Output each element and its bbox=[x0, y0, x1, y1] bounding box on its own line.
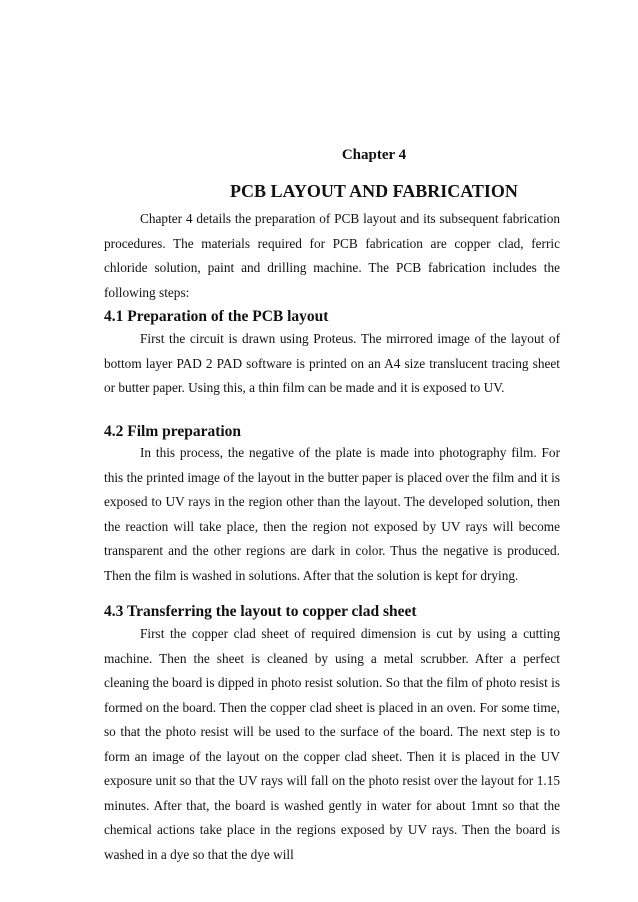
section-text-4-2: In this process, the negative of the plate is made into photography film. For this the printed image of the layout in the butter paper is placed over the film and it is exposed to UV rays in the region other than the layout. The developed solution, then the reaction will take place, then the region not exposed by UV rays will become transparent and the other regions are dark in color. Thus the negative is produced. Then the film is washed in solutions. After that the solution is kept for drying. bbox=[104, 445, 560, 583]
section-text-4-3: First the copper clad sheet of required dimension is cut by using a cutting machine. Then the sheet is cleaned by using a metal scrubber. After a perfect cleaning the board is dipped in photo resist solution. So that the film of photo resist is formed on the board. Then the copper clad sheet is placed in an oven. For some time, so that the photo resist will be used to the surface of the board. The next step is to form an image of the layout on the copper clad sheet. Then it is placed in the UV exposure unit so that the UV rays will fall on the photo resist over the layout for 1.15 minutes. After that, the board is washed gently in water for about 1mnt so that the chemical actions take place in the regions exposed by UV rays. Then the board is washed in a dye so that the dye will bbox=[104, 626, 560, 862]
intro-text: Chapter 4 details the preparation of PCB layout and its subsequent fabrication procedures. The materials required for PCB fabrication are copper clad, ferric chloride solution, paint and drilling machine. The PCB fabrication includes the following steps: bbox=[104, 211, 560, 300]
intro-paragraph bbox=[104, 207, 560, 305]
section-body-4-3 bbox=[104, 622, 560, 867]
chapter-label: Chapter 4 bbox=[341, 147, 407, 163]
section-text-4-1: First the circuit is drawn using Proteus. The mirrored image of the layout of bottom layer PAD 2 PAD software is printed on an A4 size translucent tracing sheet or butter paper. Using this, a thin film can be made and it is exposed to UV. bbox=[104, 331, 560, 395]
section-body-4-2 bbox=[104, 441, 560, 588]
section-heading-4-1: 4.1 Preparation of the PCB layout bbox=[104, 308, 329, 325]
section-body-4-1 bbox=[104, 327, 560, 401]
chapter-title: PCB LAYOUT AND FABRICATION bbox=[230, 181, 518, 201]
section-heading-4-3: 4.3 Transferring the layout to copper clad sheet bbox=[104, 603, 417, 620]
section-heading-4-2: 4.2 Film preparation bbox=[104, 423, 242, 440]
